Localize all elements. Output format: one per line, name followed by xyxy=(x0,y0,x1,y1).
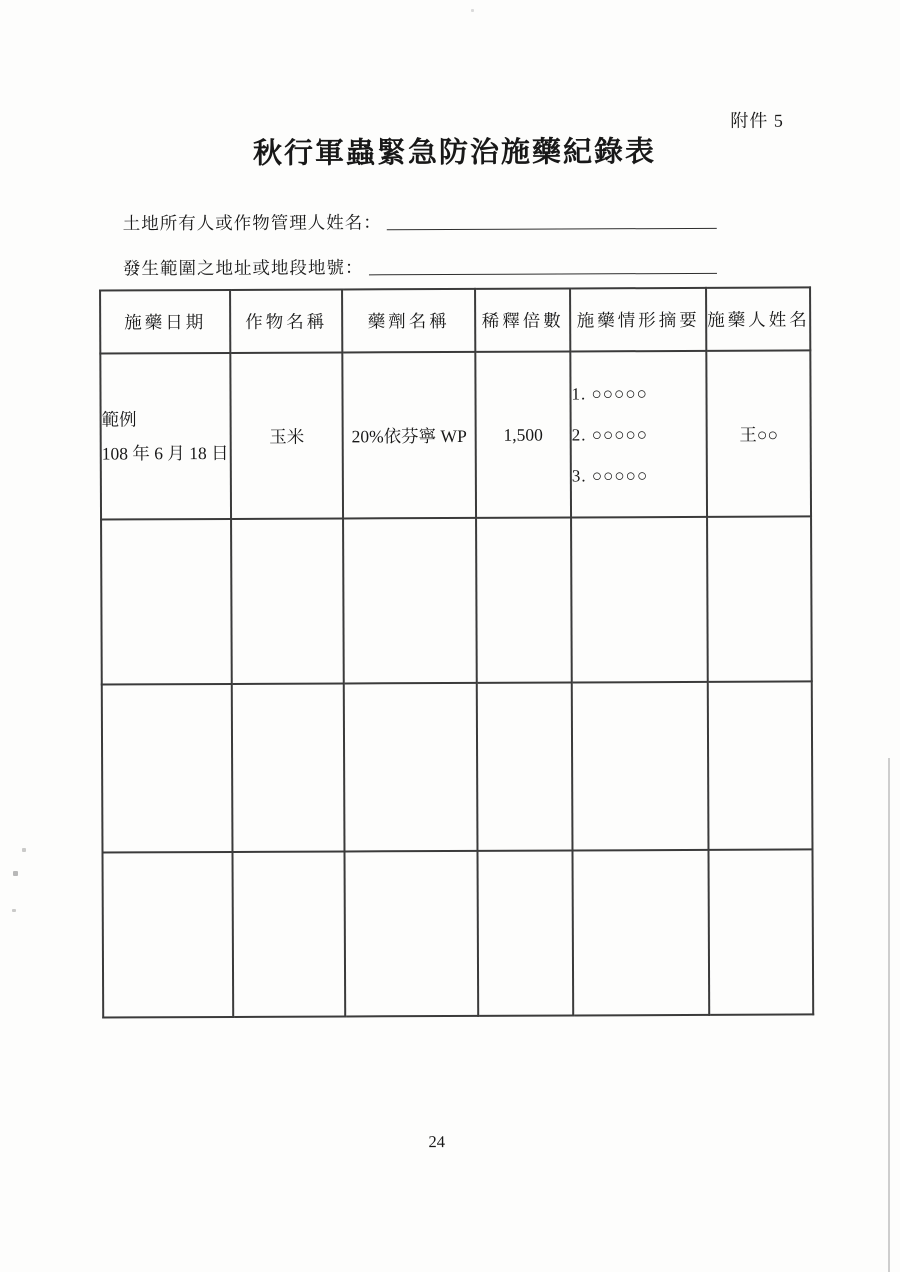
scan-artifact-speck xyxy=(12,909,16,912)
header-dilution-factor: 稀釋倍數 xyxy=(475,288,570,351)
example-dilution-cell: 1,500 xyxy=(475,351,571,517)
field-owner-name-blank-line xyxy=(387,225,717,230)
field-location-blank-line xyxy=(368,270,716,276)
example-applicator-cell: 王○○ xyxy=(706,350,811,516)
blank-cell xyxy=(231,518,344,683)
blank-cell xyxy=(572,850,709,1016)
blank-cell xyxy=(572,682,709,851)
blank-cell xyxy=(344,851,478,1017)
blank-cell xyxy=(476,517,572,682)
header-pesticide-name: 藥劑名稱 xyxy=(342,289,475,353)
example-date-label: 範例 xyxy=(101,409,137,430)
scan-artifact-edge-line xyxy=(888,758,890,1272)
example-date-value: 108 年 6 月 18 日 xyxy=(101,442,229,464)
table-header-row xyxy=(100,287,810,353)
blank-cell xyxy=(708,849,813,1014)
pesticide-record-table xyxy=(99,286,814,1018)
blank-cell xyxy=(102,684,233,853)
page-number: 24 xyxy=(428,1132,446,1152)
example-summary-cell xyxy=(570,351,707,518)
blank-row xyxy=(102,681,813,852)
example-crop-cell: 玉米 xyxy=(230,352,343,518)
blank-cell xyxy=(102,852,233,1018)
blank-cell xyxy=(571,517,708,683)
example-date-cell xyxy=(100,353,231,520)
blank-cell xyxy=(101,519,232,685)
example-summary-line-3: 3. ○○○○○ xyxy=(571,465,649,485)
blank-cell xyxy=(708,681,813,849)
attachment-label: 附件 5 xyxy=(730,110,784,131)
header-application-summary: 施藥情形摘要 xyxy=(570,288,706,352)
header-crop-name: 作物名稱 xyxy=(230,289,342,352)
field-owner-name xyxy=(123,208,717,236)
scan-artifact-speck xyxy=(13,871,18,876)
scan-artifact-speck xyxy=(22,848,26,852)
scan-artifact-speck xyxy=(471,9,474,12)
blank-cell xyxy=(477,850,573,1015)
blank-row xyxy=(101,516,812,684)
example-summary-line-2: 2. ○○○○○ xyxy=(571,424,649,444)
blank-cell xyxy=(232,683,345,851)
header-application-date: 施藥日期 xyxy=(100,290,230,354)
header-applicator-name: 施藥人姓名 xyxy=(706,287,810,350)
example-summary-line-1: 1. ○○○○○ xyxy=(571,383,648,403)
blank-cell xyxy=(477,682,573,850)
field-owner-name-label: 土地所有人或作物管理人姓名： xyxy=(122,212,382,234)
form-title: 秋行軍蟲緊急防治施藥紀錄表 xyxy=(252,136,657,170)
example-pesticide-cell: 20%依芬寧 WP xyxy=(342,352,476,519)
blank-cell xyxy=(707,516,812,681)
field-location-label: 發生範圍之地址或地段地號： xyxy=(122,257,364,279)
example-row xyxy=(100,350,811,519)
blank-cell xyxy=(344,683,478,852)
blank-cell xyxy=(232,851,345,1016)
blank-cell xyxy=(343,518,477,684)
field-location xyxy=(123,253,717,281)
blank-row xyxy=(102,849,813,1017)
